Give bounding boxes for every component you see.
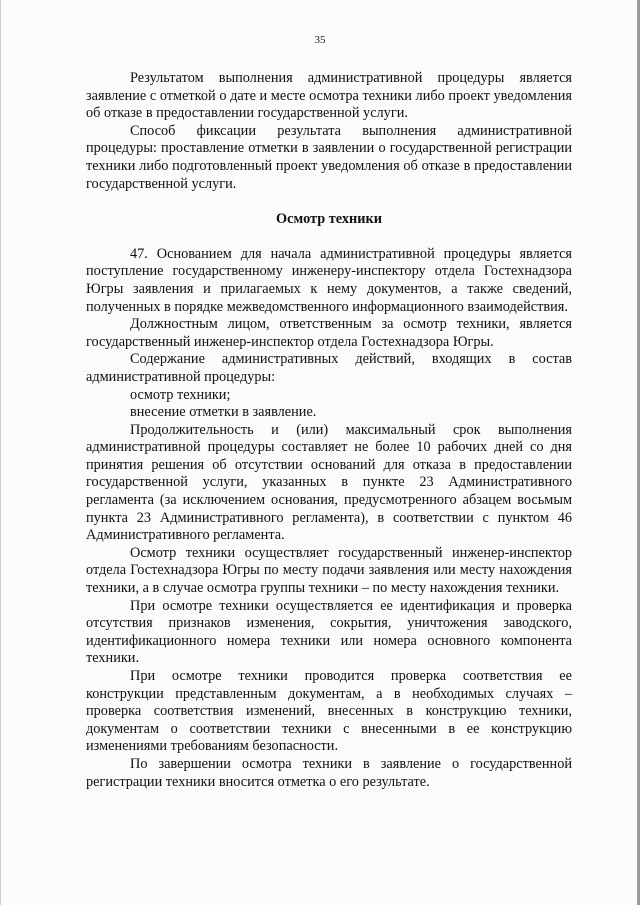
section-heading: Осмотр техники bbox=[276, 211, 382, 228]
list-item-mark: внесение отметки в заявление. bbox=[130, 404, 317, 421]
paragraph-inspection-place: Осмотр техники осуществляет государственный инженер-инспектор отдела Гостехнадзора Югры по месту подачи заявления или месту нахождения техники, а в случае осмотра группы техники – по месту нахождения техники. bbox=[86, 544, 572, 597]
paragraph-47-basis: 47. Основанием для начала административной процедуры является поступление государственному инженеру-инспектору отдела Гостехнадзора Югры заявления и прилагаемых к нему документов, а также сведений, полученных в порядке межведомственного информационного взаимодействия. bbox=[86, 245, 572, 315]
intro-paragraph-result: Результатом выполнения административной процедуры является заявление с отметкой о дате и месте осмотра техники либо проект уведомления об отказе в предоставлении государственной услуги. bbox=[86, 70, 572, 122]
scan-edge-left bbox=[0, 0, 1, 905]
document-body bbox=[86, 70, 572, 791]
intro-paragraph-fixation: Способ фиксации результата выполнения административной процедуры: проставление отметки в заявлении о государственной регистрации техники либо подготовленный проект уведомления об отказе в предоставлении государственной услуги. bbox=[86, 122, 572, 192]
list-item-inspection: осмотр техники; bbox=[130, 386, 231, 403]
page-number: 35 bbox=[314, 34, 326, 46]
paragraph-actions-content: Содержание административных действий, входящих в состав административной процедуры: bbox=[86, 351, 572, 385]
paragraph-duration: Продолжительность и (или) максимальный срок выполнения административной процедуры составляет не более 10 рабочих дней со дня принятия решения об отсутствии оснований для отказа в предоставлении государственной услуги, указанных в пункте 23 Административного регламента (за исключением основания, предусмотренного абзацем восьмым пункта 23 Административного регламента), в соответствии с пунктом 46 Административного регламента. bbox=[86, 421, 572, 544]
paragraph-conformity-check: При осмотре техники проводится проверка соответствия ее конструкции представленным документам, а в необходимых случаях – проверка соответствия изменений, внесенных в конструкцию техники, документам о соответствии техники с внесенными в ее конструкцию изменениями требованиям безопасности. bbox=[86, 668, 572, 755]
paragraph-identification: При осмотре техники осуществляется ее идентификация и проверка отсутствия признаков изменения, сокрытия, уничтожения заводского, идентификационного номера техники или номера основного компонента техники. bbox=[86, 597, 572, 667]
paragraph-responsible-person: Должностным лицом, ответственным за осмотр техники, является государственный инженер-инспектор отдела Гостехнадзора Югры. bbox=[86, 316, 572, 350]
paragraph-completion: По завершении осмотра техники в заявление о государственной регистрации техники вносится отметка о его результате. bbox=[86, 755, 572, 790]
